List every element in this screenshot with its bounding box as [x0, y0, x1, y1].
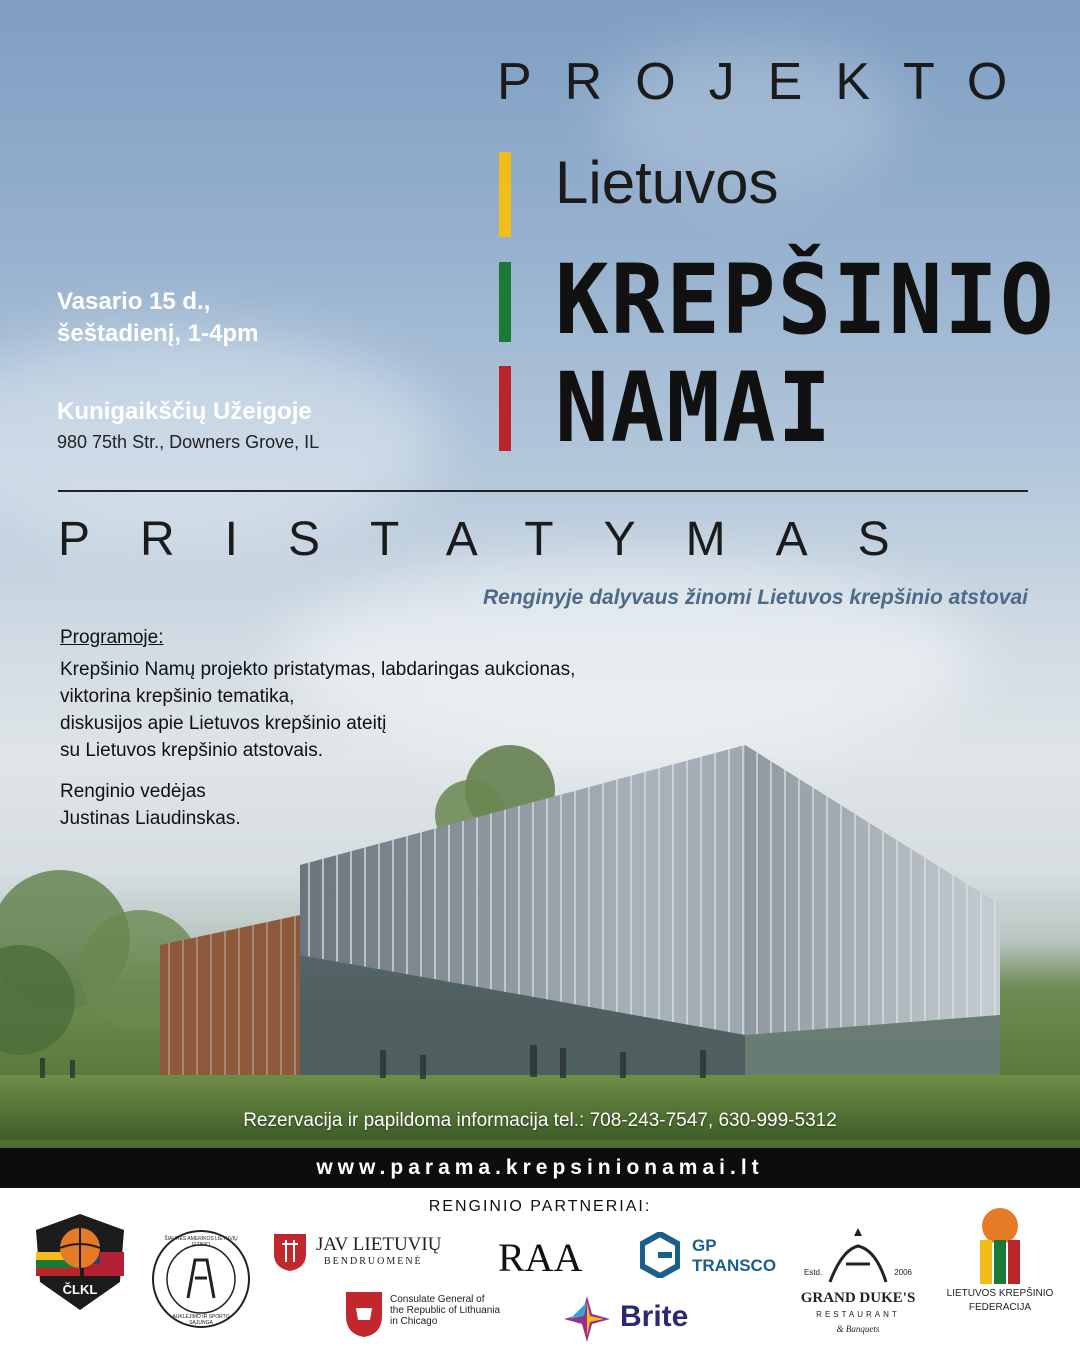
jav-lb-line2: BENDRUOMENĖ	[324, 1256, 423, 1267]
raa-text: RAA	[498, 1235, 583, 1280]
clkl-label: ČLKL	[62, 1282, 98, 1297]
jav-lb-line1: JAV LIETUVIŲ	[316, 1234, 442, 1255]
event-address: 980 75th Str., Downers Grove, IL	[57, 432, 320, 452]
salfass-seal-logo	[150, 1228, 252, 1330]
grand-dukes-banquets: & Banquets	[836, 1324, 880, 1334]
event-date	[57, 286, 258, 350]
jav-lb-logo	[272, 1232, 452, 1272]
brite-logo	[562, 1294, 702, 1346]
grand-dukes-estd: Estd.	[804, 1268, 823, 1277]
gp-hexagon-icon	[640, 1232, 680, 1278]
event-date-line1: Vasario 15 d.,	[57, 288, 211, 315]
salfass-text-top: ŠIAURĖS AMERIKOS LIETUVIŲ FIZINIO	[164, 1236, 238, 1248]
lkf-basketball-icon	[938, 1206, 1062, 1286]
clkl-logo	[28, 1212, 132, 1312]
knight-horse-icon	[796, 1224, 920, 1290]
consulate-line2: the Republic of Lithuania	[390, 1305, 501, 1316]
consulate-text	[390, 1294, 500, 1327]
grand-dukes-logo	[796, 1224, 920, 1344]
host-info	[60, 778, 241, 832]
website-url[interactable]: www.parama.krepsinionamai.lt	[0, 1148, 1080, 1188]
lkf-line1: LIETUVOS KREPŠINIO	[946, 1288, 1054, 1299]
program-line: su Lietuvos krepšinio atstovais.	[60, 740, 323, 761]
partners-heading: RENGINIO PARTNERIAI:	[428, 1198, 652, 1215]
grand-dukes-year: 2006	[894, 1268, 912, 1277]
event-venue: Kunigaikščių Užeigoje	[57, 398, 312, 425]
event-date-line2: šeštadienį, 1-4pm	[57, 320, 259, 347]
program-list	[60, 656, 575, 764]
consulate-logo	[344, 1290, 524, 1340]
vytis-shield-icon	[272, 1232, 308, 1272]
program-line: viktorina krepšinio tematika,	[60, 686, 295, 707]
program-line: Krepšinio Namų projekto pristatymas, labdaringas aukcionas,	[60, 659, 576, 680]
gp-transco-logo	[640, 1232, 790, 1280]
namai-heading: NAMAI	[555, 352, 834, 464]
projekto-heading: PROJEKTO	[497, 53, 1041, 111]
gp-text: GP	[692, 1236, 717, 1255]
vytis-coat-of-arms-icon	[344, 1290, 384, 1338]
contact-info: Rezervacija ir papildoma informacija tel.: 708-243-7547, 630-999-5312	[243, 1110, 837, 1131]
program-line: diskusijos apie Lietuvos krepšinio ateitį	[60, 713, 387, 734]
consulate-line3: in Chicago	[390, 1316, 438, 1327]
host-label: Renginio vedėjas	[60, 781, 206, 802]
lkf-line2: FEDERACIJA	[968, 1302, 1032, 1313]
program-heading: Programoje:	[60, 627, 164, 648]
transco-text: TRANSCO	[692, 1256, 777, 1275]
tagline: Renginyje dalyvaus žinomi Lietuvos krepšinio atstovai	[483, 586, 1028, 609]
grand-dukes-name: GRAND DUKE'S	[800, 1290, 916, 1306]
flag-bar-green	[499, 262, 511, 342]
lietuvos-heading: Lietuvos	[555, 149, 779, 216]
brite-text: Brite	[620, 1300, 689, 1333]
flag-bar-red	[499, 366, 511, 451]
raa-logo	[498, 1234, 598, 1280]
brite-star-icon	[562, 1294, 612, 1344]
lkf-logo	[938, 1206, 1062, 1336]
krepsinio-heading: KREPŠINIO	[555, 244, 1056, 356]
host-name: Justinas Liaudinskas.	[60, 808, 241, 829]
flag-bar-yellow	[499, 152, 511, 237]
grand-dukes-sub: RESTAURANT	[816, 1310, 900, 1319]
divider	[58, 490, 1028, 492]
consulate-line1: Consulate General of	[390, 1294, 485, 1305]
salfass-text-bottom: AUKLĖJIMO IR SPORTO SĄJUNGA	[172, 1314, 230, 1326]
pristatymas-heading: PRISTATYMAS	[58, 513, 940, 566]
